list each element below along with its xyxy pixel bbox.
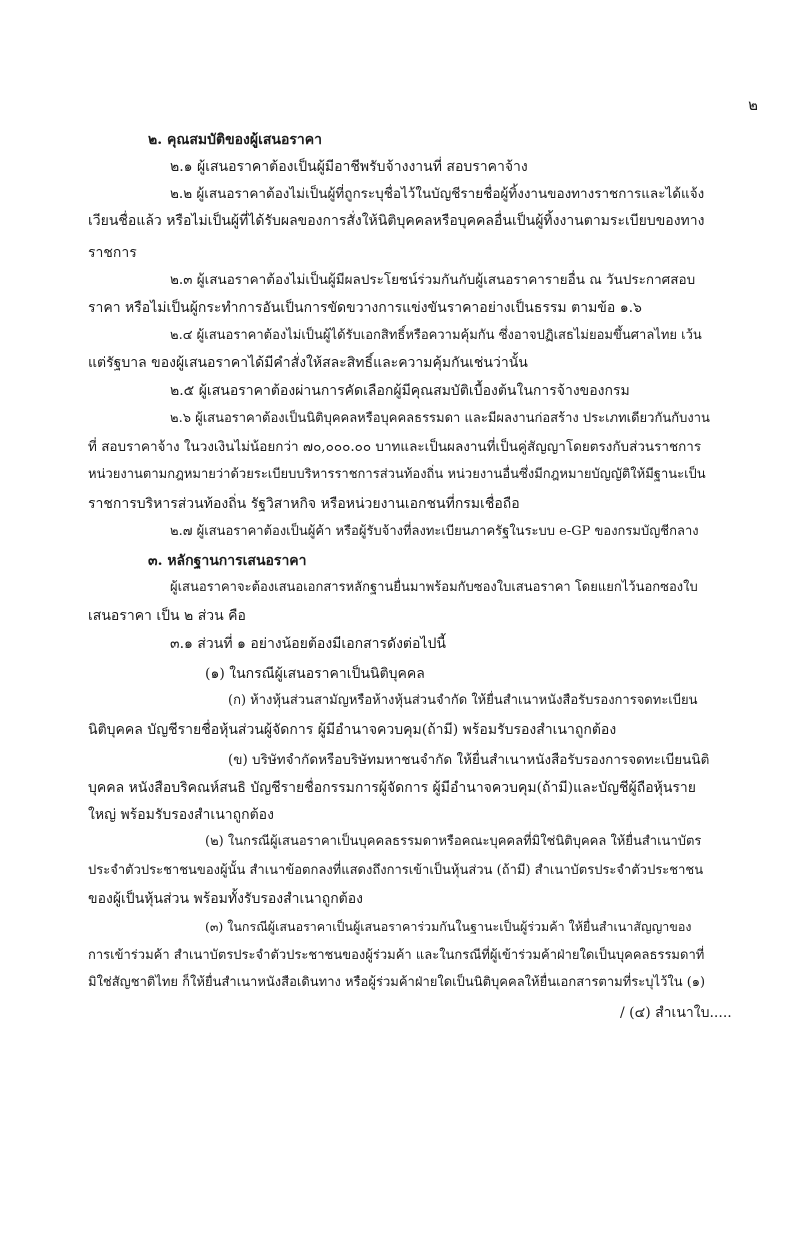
paragraph-line: ประจำตัวประชาชนของผู้นั้น สำเนาข้อตกลงที่แสดงถึงการเข้าเป็นหุ้นส่วน (ถ้ามี) สำเนาบัตรประจำตัวประชาชน: [88, 863, 704, 878]
paragraph-line: หน่วยงานตามกฎหมายว่าด้วยระเบียบบริหารราชการส่วนท้องถิ่น หน่วยงานอื่นซึ่งมีกฎหมายบัญญัติให้มีฐานะเป็น: [88, 467, 706, 482]
paragraph-line: (๑) ในกรณีผู้เสนอราคาเป็นนิติบุคคล: [205, 666, 425, 682]
page-number: ๒: [748, 96, 758, 114]
paragraph-line: ๓.๑ ส่วนที่ ๑ อย่างน้อยต้องมีเอกสารดังต่อไปนี้: [170, 636, 446, 652]
paragraph-line: เวียนชื่อแล้ว หรือไม่เป็นผู้ที่ได้รับผลของการสั่งให้นิติบุคคลหรือบุคคลอื่นเป็นผู้ทิ้งงานตามระเบียบของทาง: [88, 213, 705, 229]
paragraph-line: ๒.๓ ผู้เสนอราคาต้องไม่เป็นผู้มีผลประโยชน์ร่วมกันกับผู้เสนอราคารายอื่น ณ วันประกาศสอบ: [170, 272, 696, 288]
continuation-note: / (๔) สำเนาใบ.....: [620, 1005, 732, 1021]
paragraph-line: ใหญ่ พร้อมรับรองสำเนาถูกต้อง: [88, 807, 274, 823]
paragraph-line: การเข้าร่วมค้า สำเนาบัตรประจำตัวประชาชนของผู้ร่วมค้า และในกรณีที่ผู้เข้าร่วมค้าฝ่ายใดเป็นบุคคลธรรมดาที่: [88, 948, 705, 963]
section-heading: ๓. หลักฐานการเสนอราคา: [148, 553, 307, 569]
paragraph-line: (๒) ในกรณีผู้เสนอราคาเป็นบุคคลธรรมดาหรือคณะบุคคลที่มิใช่นิติบุคคล ให้ยื่นสำเนาบัตร: [205, 834, 702, 849]
section-heading: ๒. คุณสมบัติของผู้เสนอราคา: [148, 132, 323, 148]
paragraph-line: บุคคล หนังสือบริคณห์สนธิ บัญชีรายชื่อกรรมการผู้จัดการ ผู้มีอำนาจควบคุม(ถ้ามี)และบัญชีผู้ถือหุ้นราย: [88, 780, 696, 796]
paragraph-line: ของผู้เป็นหุ้นส่วน พร้อมทั้งรับรองสำเนาถูกต้อง: [88, 891, 364, 907]
paragraph-line: แต่รัฐบาล ของผู้เสนอราคาได้มีคำสั่งให้สละสิทธิ์และความคุ้มกันเช่นว่านั้น: [88, 355, 528, 371]
paragraph-line: ที่ สอบราคาจ้าง ในวงเงินไม่น้อยกว่า ๗๐,๐๐๐.๐๐ บาทและเป็นผลงานที่เป็นคู่สัญญาโดยตรงกับส่วนราชการ: [88, 439, 702, 455]
paragraph-line: เสนอราคา เป็น ๒ ส่วน คือ: [88, 608, 246, 624]
paragraph-line: ๒.๗ ผู้เสนอราคาต้องเป็นผู้ค้า หรือผู้รับจ้างที่ลงทะเบียนภาครัฐในระบบ e-GP ของกรมบัญชีกลาง: [170, 524, 699, 539]
paragraph-line: นิติบุคคล บัญชีรายชื่อหุ้นส่วนผู้จัดการ ผู้มีอำนาจควบคุม(ถ้ามี) พร้อมรับรองสำเนาถูกต้อง: [88, 722, 617, 738]
paragraph-line: (๓) ในกรณีผู้เสนอราคาเป็นผู้เสนอราคาร่วมกันในฐานะเป็นผู้ร่วมค้า ให้ยื่นสำเนาสัญญาของ: [205, 919, 692, 934]
paragraph-line: ราชการบริหารส่วนท้องถิ่น รัฐวิสาหกิจ หรือหน่วยงานเอกชนที่กรมเชื่อถือ: [88, 496, 520, 512]
paragraph-line: (ข) บริษัทจำกัดหรือบริษัทมหาชนจำกัด ให้ยื่นสำเนาหนังสือรับรองการจดทะเบียนนิติ: [228, 752, 710, 768]
paragraph-line: ราชการ: [88, 245, 137, 261]
paragraph-line: (ก) ห้างหุ้นส่วนสามัญหรือห้างหุ้นส่วนจำกัด ให้ยื่นสำเนาหนังสือรับรองการจดทะเบียน: [228, 693, 698, 708]
paragraph-line: มิใช่สัญชาติไทย ก็ให้ยื่นสำเนาหนังสือเดินทาง หรือผู้ร่วมค้าฝ่ายใดเป็นนิติบุคคลให้ยื่นเอกสารตามที่ระบุไว้ใน (๑): [88, 975, 706, 990]
paragraph-line: ราคา หรือไม่เป็นผู้กระทำการอันเป็นการขัดขวางการแข่งขันราคาอย่างเป็นธรรม ตามข้อ ๑.๖: [88, 300, 642, 316]
paragraph-line: ๒.๒ ผู้เสนอราคาต้องไม่เป็นผู้ที่ถูกระบุชื่อไว้ในบัญชีรายชื่อผู้ทิ้งงานของทางราชการและได้แจ้ง: [170, 186, 705, 202]
paragraph-line: ๒.๔ ผู้เสนอราคาต้องไม่เป็นผู้ได้รับเอกสิทธิ์หรือความคุ้มกัน ซึ่งอาจปฏิเสธไม่ยอมขึ้นศาลไทย เว้น: [170, 328, 702, 343]
paragraph-line: ๒.๖ ผู้เสนอราคาต้องเป็นนิติบุคคลหรือบุคคลธรรมดา และมีผลงานก่อสร้าง ประเภทเดียวกันกับงาน: [170, 411, 710, 426]
paragraph-line: ๒.๕ ผู้เสนอราคาต้องผ่านการคัดเลือกผู้มีคุณสมบัติเบื้องต้นในการจ้างของกรม: [170, 383, 630, 399]
paragraph-line: ผู้เสนอราคาจะต้องเสนอเอกสารหลักฐานยื่นมาพร้อมกับซองใบเสนอราคา โดยแยกไว้นอกซองใบ: [170, 580, 698, 595]
paragraph-line: ๒.๑ ผู้เสนอราคาต้องเป็นผู้มีอาชีพรับจ้างงานที่ สอบราคาจ้าง: [170, 159, 528, 175]
